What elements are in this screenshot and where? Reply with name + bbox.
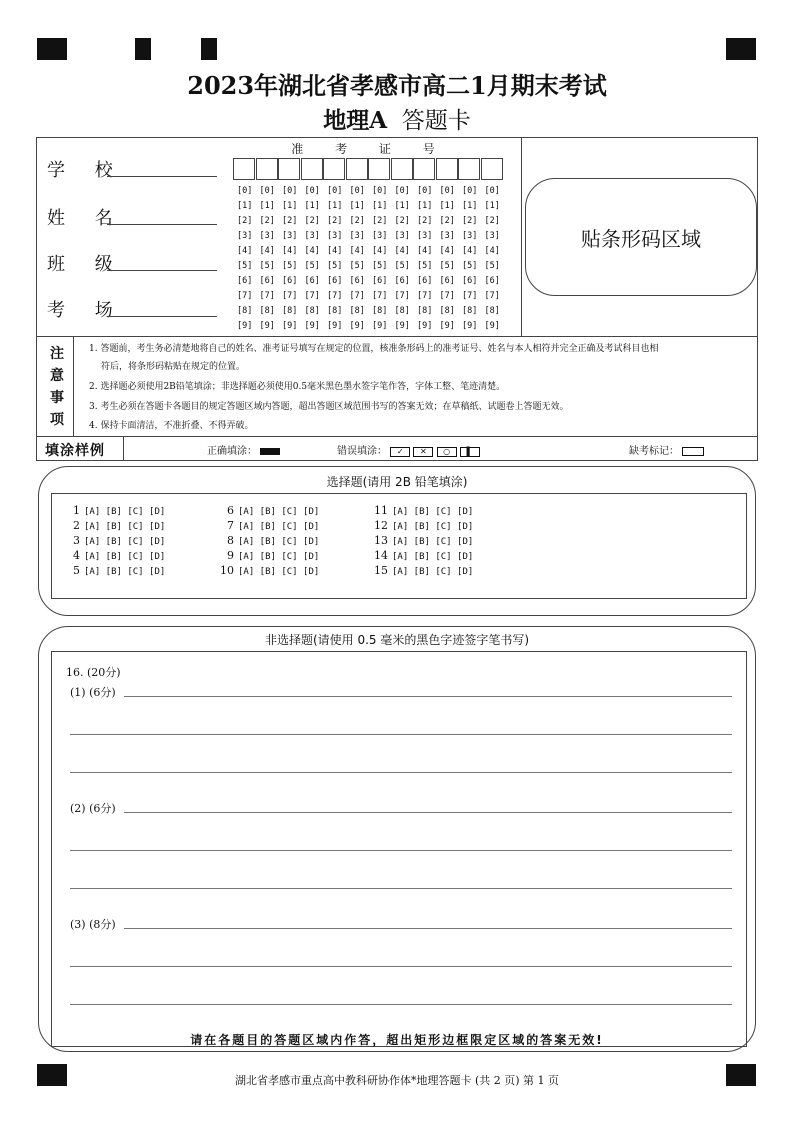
choice-question[interactable]: [370, 504, 473, 517]
info-name[interactable]: [47, 204, 222, 230]
page-footer: 湖北省孝感市重点高中教科研协作体*地理答题卡 (共 2 页) 第 1 页: [234, 1074, 560, 1087]
exam-digit-bubble[interactable]: [2]: [394, 216, 410, 226]
exam-digit-bubble[interactable]: [3]: [237, 231, 253, 241]
info-school[interactable]: [47, 156, 222, 182]
exam-digit-bubble[interactable]: [4]: [372, 246, 388, 256]
exam-digit-bubble[interactable]: [5]: [237, 261, 253, 271]
exam-digit-bubble[interactable]: [0]: [372, 186, 388, 196]
subject-name: 地理A: [323, 107, 388, 134]
exam-number-box[interactable]: [233, 158, 255, 180]
option-bubbles[interactable]: [A] [B] [C] [D]: [238, 507, 320, 517]
option-bubbles[interactable]: [A] [B] [C] [D]: [392, 552, 474, 562]
exam-digit-bubble[interactable]: [6]: [484, 276, 500, 286]
exam-digit-bubble[interactable]: [1]: [462, 201, 478, 211]
part-2-label: (2) (6分): [70, 802, 116, 815]
exam-digit-bubble[interactable]: [6]: [304, 276, 320, 286]
cross-mark-icon: ✕: [413, 447, 433, 457]
answer-line[interactable]: [124, 812, 732, 813]
exam-digit-bubble[interactable]: [2]: [304, 216, 320, 226]
exam-digit-bubble[interactable]: [1]: [372, 201, 388, 211]
exam-digit-bubble[interactable]: [8]: [439, 306, 455, 316]
exam-digit-bubble[interactable]: [2]: [372, 216, 388, 226]
fill-wrong: [337, 442, 480, 457]
exam-digit-bubble[interactable]: [1]: [282, 201, 298, 211]
exam-digit-bubble[interactable]: [1]: [484, 201, 500, 211]
exam-digit-bubble[interactable]: [5]: [394, 261, 410, 271]
barcode-area: 贴条形码区域: [525, 178, 757, 296]
exam-digit-bubble[interactable]: [3]: [282, 231, 298, 241]
fill-absent[interactable]: [629, 442, 704, 457]
exam-digit-bubble[interactable]: [3]: [439, 231, 455, 241]
filled-bubble-icon: [260, 448, 280, 455]
choice-question[interactable]: [62, 549, 165, 562]
question-16-label: 16. (20分): [66, 666, 121, 679]
exam-digit-bubble[interactable]: [7]: [282, 291, 298, 301]
exam-digit-bubble[interactable]: [7]: [372, 291, 388, 301]
card-name: 答题卡: [401, 108, 471, 134]
exam-number-label: 准 考 证 号: [291, 142, 449, 156]
exam-digit-bubble[interactable]: [0]: [237, 186, 253, 196]
exam-digit-bubble[interactable]: [8]: [327, 306, 343, 316]
exam-number-box[interactable]: [413, 158, 435, 180]
circle-mark-icon: ○: [437, 447, 457, 457]
option-bubbles[interactable]: [A] [B] [C] [D]: [392, 522, 474, 532]
choice-question[interactable]: [370, 564, 473, 577]
exam-digit-bubble[interactable]: [9]: [439, 321, 455, 331]
info-room[interactable]: [47, 296, 222, 322]
nonchoice-section-title: 非选择题(请使用 0.5 毫米的黑色字迹签字笔书写): [264, 633, 530, 647]
exam-digit-bubble[interactable]: [2]: [417, 216, 433, 226]
exam-digit-bubble[interactable]: [9]: [372, 321, 388, 331]
exam-digit-bubble[interactable]: [1]: [349, 201, 365, 211]
choice-question[interactable]: [62, 504, 165, 517]
note-1: 1. 答题前，考生务必清楚地将自己的姓名、准考证号填写在规定的位置，核准条形码上的准考证号、姓名与本人相符并完全正确及考试科目也相: [89, 344, 659, 354]
exam-digit-bubble[interactable]: [5]: [327, 261, 343, 271]
note-4: 4. 保持卡面清洁，不准折叠、不得弄破。: [89, 421, 254, 431]
fill-absent-label: 缺考标记：: [629, 446, 679, 457]
exam-digit-bubble[interactable]: [5]: [417, 261, 433, 271]
question-number: 2: [73, 519, 80, 532]
header-info-box: [36, 137, 758, 461]
choice-question[interactable]: [370, 534, 473, 547]
exam-digit-bubble[interactable]: [7]: [462, 291, 478, 301]
exam-digit-bubble[interactable]: [5]: [439, 261, 455, 271]
answer-line[interactable]: [70, 888, 732, 889]
answer-line[interactable]: [70, 772, 732, 773]
choice-question[interactable]: [216, 534, 319, 547]
exam-digit-bubble[interactable]: [4]: [349, 246, 365, 256]
exam-digit-bubble[interactable]: [6]: [237, 276, 253, 286]
part-1-label: (1) (6分): [70, 686, 116, 699]
exam-number-box[interactable]: [391, 158, 413, 180]
exam-digit-bubble[interactable]: [4]: [439, 246, 455, 256]
fill-correct-label: 正确填涂：: [207, 446, 257, 457]
exam-number-box[interactable]: [278, 158, 300, 180]
exam-number-box[interactable]: [368, 158, 390, 180]
exam-digit-bubble[interactable]: [7]: [439, 291, 455, 301]
exam-digit-bubble[interactable]: [0]: [282, 186, 298, 196]
exam-digit-bubble[interactable]: [3]: [327, 231, 343, 241]
exam-digit-bubble[interactable]: [2]: [282, 216, 298, 226]
exam-digit-bubble[interactable]: [6]: [282, 276, 298, 286]
exam-digit-bubble[interactable]: [5]: [259, 261, 275, 271]
exam-digit-bubble[interactable]: [1]: [417, 201, 433, 211]
question-number: 11: [374, 504, 388, 517]
exam-digit-bubble[interactable]: [8]: [237, 306, 253, 316]
exam-digit-bubble[interactable]: [6]: [372, 276, 388, 286]
option-bubbles[interactable]: [A] [B] [C] [D]: [84, 567, 166, 577]
option-bubbles[interactable]: [A] [B] [C] [D]: [392, 507, 474, 517]
exam-digit-bubble[interactable]: [0]: [259, 186, 275, 196]
exam-digit-bubble[interactable]: [7]: [349, 291, 365, 301]
option-bubbles[interactable]: [A] [B] [C] [D]: [84, 522, 166, 532]
info-label: 学 校: [47, 160, 125, 181]
exam-digit-bubble[interactable]: [3]: [484, 231, 500, 241]
option-bubbles[interactable]: [A] [B] [C] [D]: [84, 537, 166, 547]
exam-digit-bubble[interactable]: [1]: [327, 201, 343, 211]
exam-digit-bubble[interactable]: [5]: [462, 261, 478, 271]
exam-digit-bubble[interactable]: [3]: [462, 231, 478, 241]
exam-digit-bubble[interactable]: [5]: [484, 261, 500, 271]
question-number: 12: [374, 519, 388, 532]
exam-digit-bubble[interactable]: [8]: [282, 306, 298, 316]
question-number: 9: [227, 549, 234, 562]
info-class[interactable]: [47, 250, 222, 276]
exam-digit-bubble[interactable]: [0]: [304, 186, 320, 196]
exam-digit-bubble[interactable]: [3]: [304, 231, 320, 241]
exam-digit-bubble[interactable]: [9]: [417, 321, 433, 331]
option-bubbles[interactable]: [A] [B] [C] [D]: [238, 567, 320, 577]
answer-line[interactable]: [70, 966, 732, 967]
exam-digit-bubble[interactable]: [0]: [462, 186, 478, 196]
choice-answer-area: [51, 493, 747, 599]
exam-digit-bubble[interactable]: [2]: [237, 216, 253, 226]
partial-mark-icon: ▌: [460, 447, 480, 457]
exam-digit-bubble[interactable]: [5]: [349, 261, 365, 271]
registration-mark: [726, 38, 756, 60]
exam-digit-bubble[interactable]: [8]: [417, 306, 433, 316]
exam-digit-bubble[interactable]: [0]: [417, 186, 433, 196]
choice-question[interactable]: [216, 549, 319, 562]
answer-line[interactable]: [124, 696, 732, 697]
choice-section: [38, 466, 756, 616]
choice-question[interactable]: [370, 549, 473, 562]
check-mark-icon: ✓: [390, 447, 410, 457]
exam-digit-bubble[interactable]: [4]: [394, 246, 410, 256]
exam-digit-bubble[interactable]: [8]: [372, 306, 388, 316]
question-number: 5: [73, 564, 80, 577]
exam-number-box[interactable]: [481, 158, 503, 180]
exam-digit-bubble[interactable]: [1]: [439, 201, 455, 211]
exam-digit-bubble[interactable]: [4]: [327, 246, 343, 256]
exam-digit-bubble[interactable]: [9]: [484, 321, 500, 331]
notes-label-char: 意: [50, 368, 64, 384]
option-bubbles[interactable]: [A] [B] [C] [D]: [392, 567, 474, 577]
question-number: 1: [73, 504, 80, 517]
exam-digit-bubble[interactable]: [9]: [327, 321, 343, 331]
exam-digit-bubble[interactable]: [7]: [394, 291, 410, 301]
exam-digit-bubble[interactable]: [6]: [394, 276, 410, 286]
exam-digit-bubble[interactable]: [6]: [259, 276, 275, 286]
exam-digit-bubble[interactable]: [5]: [304, 261, 320, 271]
exam-digit-bubble[interactable]: [4]: [237, 246, 253, 256]
answer-line[interactable]: [70, 734, 732, 735]
exam-digit-bubble[interactable]: [1]: [394, 201, 410, 211]
registration-mark: [135, 38, 151, 60]
note-2: 2. 选择题必须使用2B铅笔填涂；非选择题必须使用0.5毫米黑色墨水签字笔作答，字体工整、笔迹清楚。: [89, 382, 506, 392]
note-3: 3. 考生必须在答题卡各题目的规定答题区域内答题，超出答题区域范围书写的答案无效；在草稿纸、试题卷上答题无效。: [89, 402, 569, 412]
choice-question[interactable]: [62, 534, 165, 547]
exam-digit-bubble[interactable]: [1]: [304, 201, 320, 211]
nonchoice-answer-area[interactable]: [51, 651, 747, 1047]
exam-digit-bubble[interactable]: [2]: [327, 216, 343, 226]
exam-number-box[interactable]: [458, 158, 480, 180]
page-subtitle: [0, 102, 794, 135]
exam-digit-bubble[interactable]: [0]: [394, 186, 410, 196]
fill-correct: [207, 442, 280, 457]
exam-digit-bubble[interactable]: [6]: [462, 276, 478, 286]
question-number: 10: [220, 564, 234, 577]
exam-digit-bubble[interactable]: [0]: [484, 186, 500, 196]
option-bubbles[interactable]: [A] [B] [C] [D]: [238, 552, 320, 562]
exam-digit-bubble[interactable]: [6]: [327, 276, 343, 286]
info-label: 姓 名: [47, 208, 125, 229]
option-bubbles[interactable]: [A] [B] [C] [D]: [238, 537, 320, 547]
notes-label: [41, 343, 73, 431]
exam-digit-bubble[interactable]: [8]: [304, 306, 320, 316]
exam-digit-bubble[interactable]: [2]: [462, 216, 478, 226]
exam-digit-bubble[interactable]: [0]: [439, 186, 455, 196]
exam-number-box[interactable]: [346, 158, 368, 180]
exam-digit-bubble[interactable]: [3]: [259, 231, 275, 241]
exam-digit-bubble[interactable]: [3]: [349, 231, 365, 241]
question-number: 3: [73, 534, 80, 547]
exam-digit-bubble[interactable]: [2]: [259, 216, 275, 226]
choice-question[interactable]: [62, 564, 165, 577]
exam-digit-bubble[interactable]: [9]: [282, 321, 298, 331]
choice-question[interactable]: [216, 564, 319, 577]
exam-digit-bubble[interactable]: [7]: [484, 291, 500, 301]
option-bubbles[interactable]: [A] [B] [C] [D]: [392, 537, 474, 547]
notes-label-char: 项: [50, 412, 64, 428]
exam-digit-bubble[interactable]: [9]: [349, 321, 365, 331]
choice-question[interactable]: [216, 504, 319, 517]
answer-line[interactable]: [70, 1004, 732, 1005]
notes-label-char: 注: [50, 346, 64, 362]
exam-digit-bubble[interactable]: [4]: [304, 246, 320, 256]
exam-digit-bubble[interactable]: [9]: [237, 321, 253, 331]
exam-digit-bubble[interactable]: [6]: [417, 276, 433, 286]
exam-digit-bubble[interactable]: [8]: [394, 306, 410, 316]
exam-digit-bubble[interactable]: [5]: [372, 261, 388, 271]
exam-digit-bubble[interactable]: [9]: [304, 321, 320, 331]
exam-digit-bubble[interactable]: [4]: [259, 246, 275, 256]
exam-number-box[interactable]: [301, 158, 323, 180]
exam-digit-bubble[interactable]: [2]: [349, 216, 365, 226]
question-number: 15: [374, 564, 388, 577]
exam-digit-bubble[interactable]: [6]: [349, 276, 365, 286]
nonchoice-section: [38, 626, 756, 1052]
exam-digit-bubble[interactable]: [8]: [259, 306, 275, 316]
exam-digit-bubble[interactable]: [0]: [349, 186, 365, 196]
page-title: 2023年湖北省孝感市高二1月期末考试: [187, 71, 607, 100]
exam-number-box[interactable]: [256, 158, 278, 180]
exam-digit-bubble[interactable]: [7]: [259, 291, 275, 301]
choice-question[interactable]: [62, 519, 165, 532]
part-3-label: (3) (8分): [70, 918, 116, 931]
exam-number-box[interactable]: [436, 158, 458, 180]
fill-wrong-label: 错误填涂：: [337, 446, 387, 457]
option-bubbles[interactable]: [A] [B] [C] [D]: [84, 552, 166, 562]
choice-section-title: 选择题(请用 2B 铅笔填涂): [326, 475, 468, 489]
question-number: 13: [374, 534, 388, 547]
exam-digit-bubble[interactable]: [8]: [349, 306, 365, 316]
exam-digit-bubble[interactable]: [3]: [372, 231, 388, 241]
exam-digit-bubble[interactable]: [6]: [439, 276, 455, 286]
exam-digit-bubble[interactable]: [2]: [439, 216, 455, 226]
exam-digit-bubble[interactable]: [4]: [282, 246, 298, 256]
exam-number-box[interactable]: [323, 158, 345, 180]
absent-bubble-icon[interactable]: [682, 447, 704, 456]
exam-digit-bubble[interactable]: [3]: [394, 231, 410, 241]
answer-line[interactable]: [124, 928, 732, 929]
registration-mark: [201, 38, 217, 60]
exam-digit-bubble[interactable]: [9]: [259, 321, 275, 331]
note-1-cont: 符后，将条形码粘贴在规定的位置。: [101, 362, 246, 372]
choice-question[interactable]: [370, 519, 473, 532]
exam-digit-bubble[interactable]: [2]: [484, 216, 500, 226]
exam-digit-bubble[interactable]: [7]: [237, 291, 253, 301]
exam-digit-bubble[interactable]: [1]: [259, 201, 275, 211]
exam-digit-bubble[interactable]: [9]: [462, 321, 478, 331]
question-number: 6: [227, 504, 234, 517]
answer-line[interactable]: [70, 850, 732, 851]
exam-digit-bubble[interactable]: [1]: [237, 201, 253, 211]
answer-area-warning: 请在各题目的答题区域内作答，超出矩形边框限定区域的答案无效!: [190, 1033, 604, 1047]
info-label: 考 场: [47, 300, 125, 321]
choice-question[interactable]: [216, 519, 319, 532]
exam-digit-bubble[interactable]: [3]: [417, 231, 433, 241]
exam-digit-bubble[interactable]: [4]: [462, 246, 478, 256]
registration-mark: [37, 38, 67, 60]
exam-digit-bubble[interactable]: [8]: [462, 306, 478, 316]
info-label: 班 级: [47, 254, 125, 275]
option-bubbles[interactable]: [A] [B] [C] [D]: [238, 522, 320, 532]
question-number: 8: [227, 534, 234, 547]
option-bubbles[interactable]: [A] [B] [C] [D]: [84, 507, 166, 517]
exam-digit-bubble[interactable]: [7]: [304, 291, 320, 301]
exam-digit-bubble[interactable]: [7]: [417, 291, 433, 301]
exam-digit-bubble[interactable]: [5]: [282, 261, 298, 271]
question-number: 14: [374, 549, 388, 562]
exam-digit-bubble[interactable]: [4]: [417, 246, 433, 256]
question-number: 4: [73, 549, 80, 562]
exam-digit-bubble[interactable]: [0]: [327, 186, 343, 196]
exam-digit-bubble[interactable]: [9]: [394, 321, 410, 331]
exam-digit-bubble[interactable]: [7]: [327, 291, 343, 301]
exam-digit-bubble[interactable]: [4]: [484, 246, 500, 256]
exam-digit-bubble[interactable]: [8]: [484, 306, 500, 316]
fill-example-label: 填涂样例: [45, 443, 105, 459]
question-number: 7: [227, 519, 234, 532]
fill-example-row: [37, 436, 759, 460]
notes-label-char: 事: [50, 390, 64, 406]
